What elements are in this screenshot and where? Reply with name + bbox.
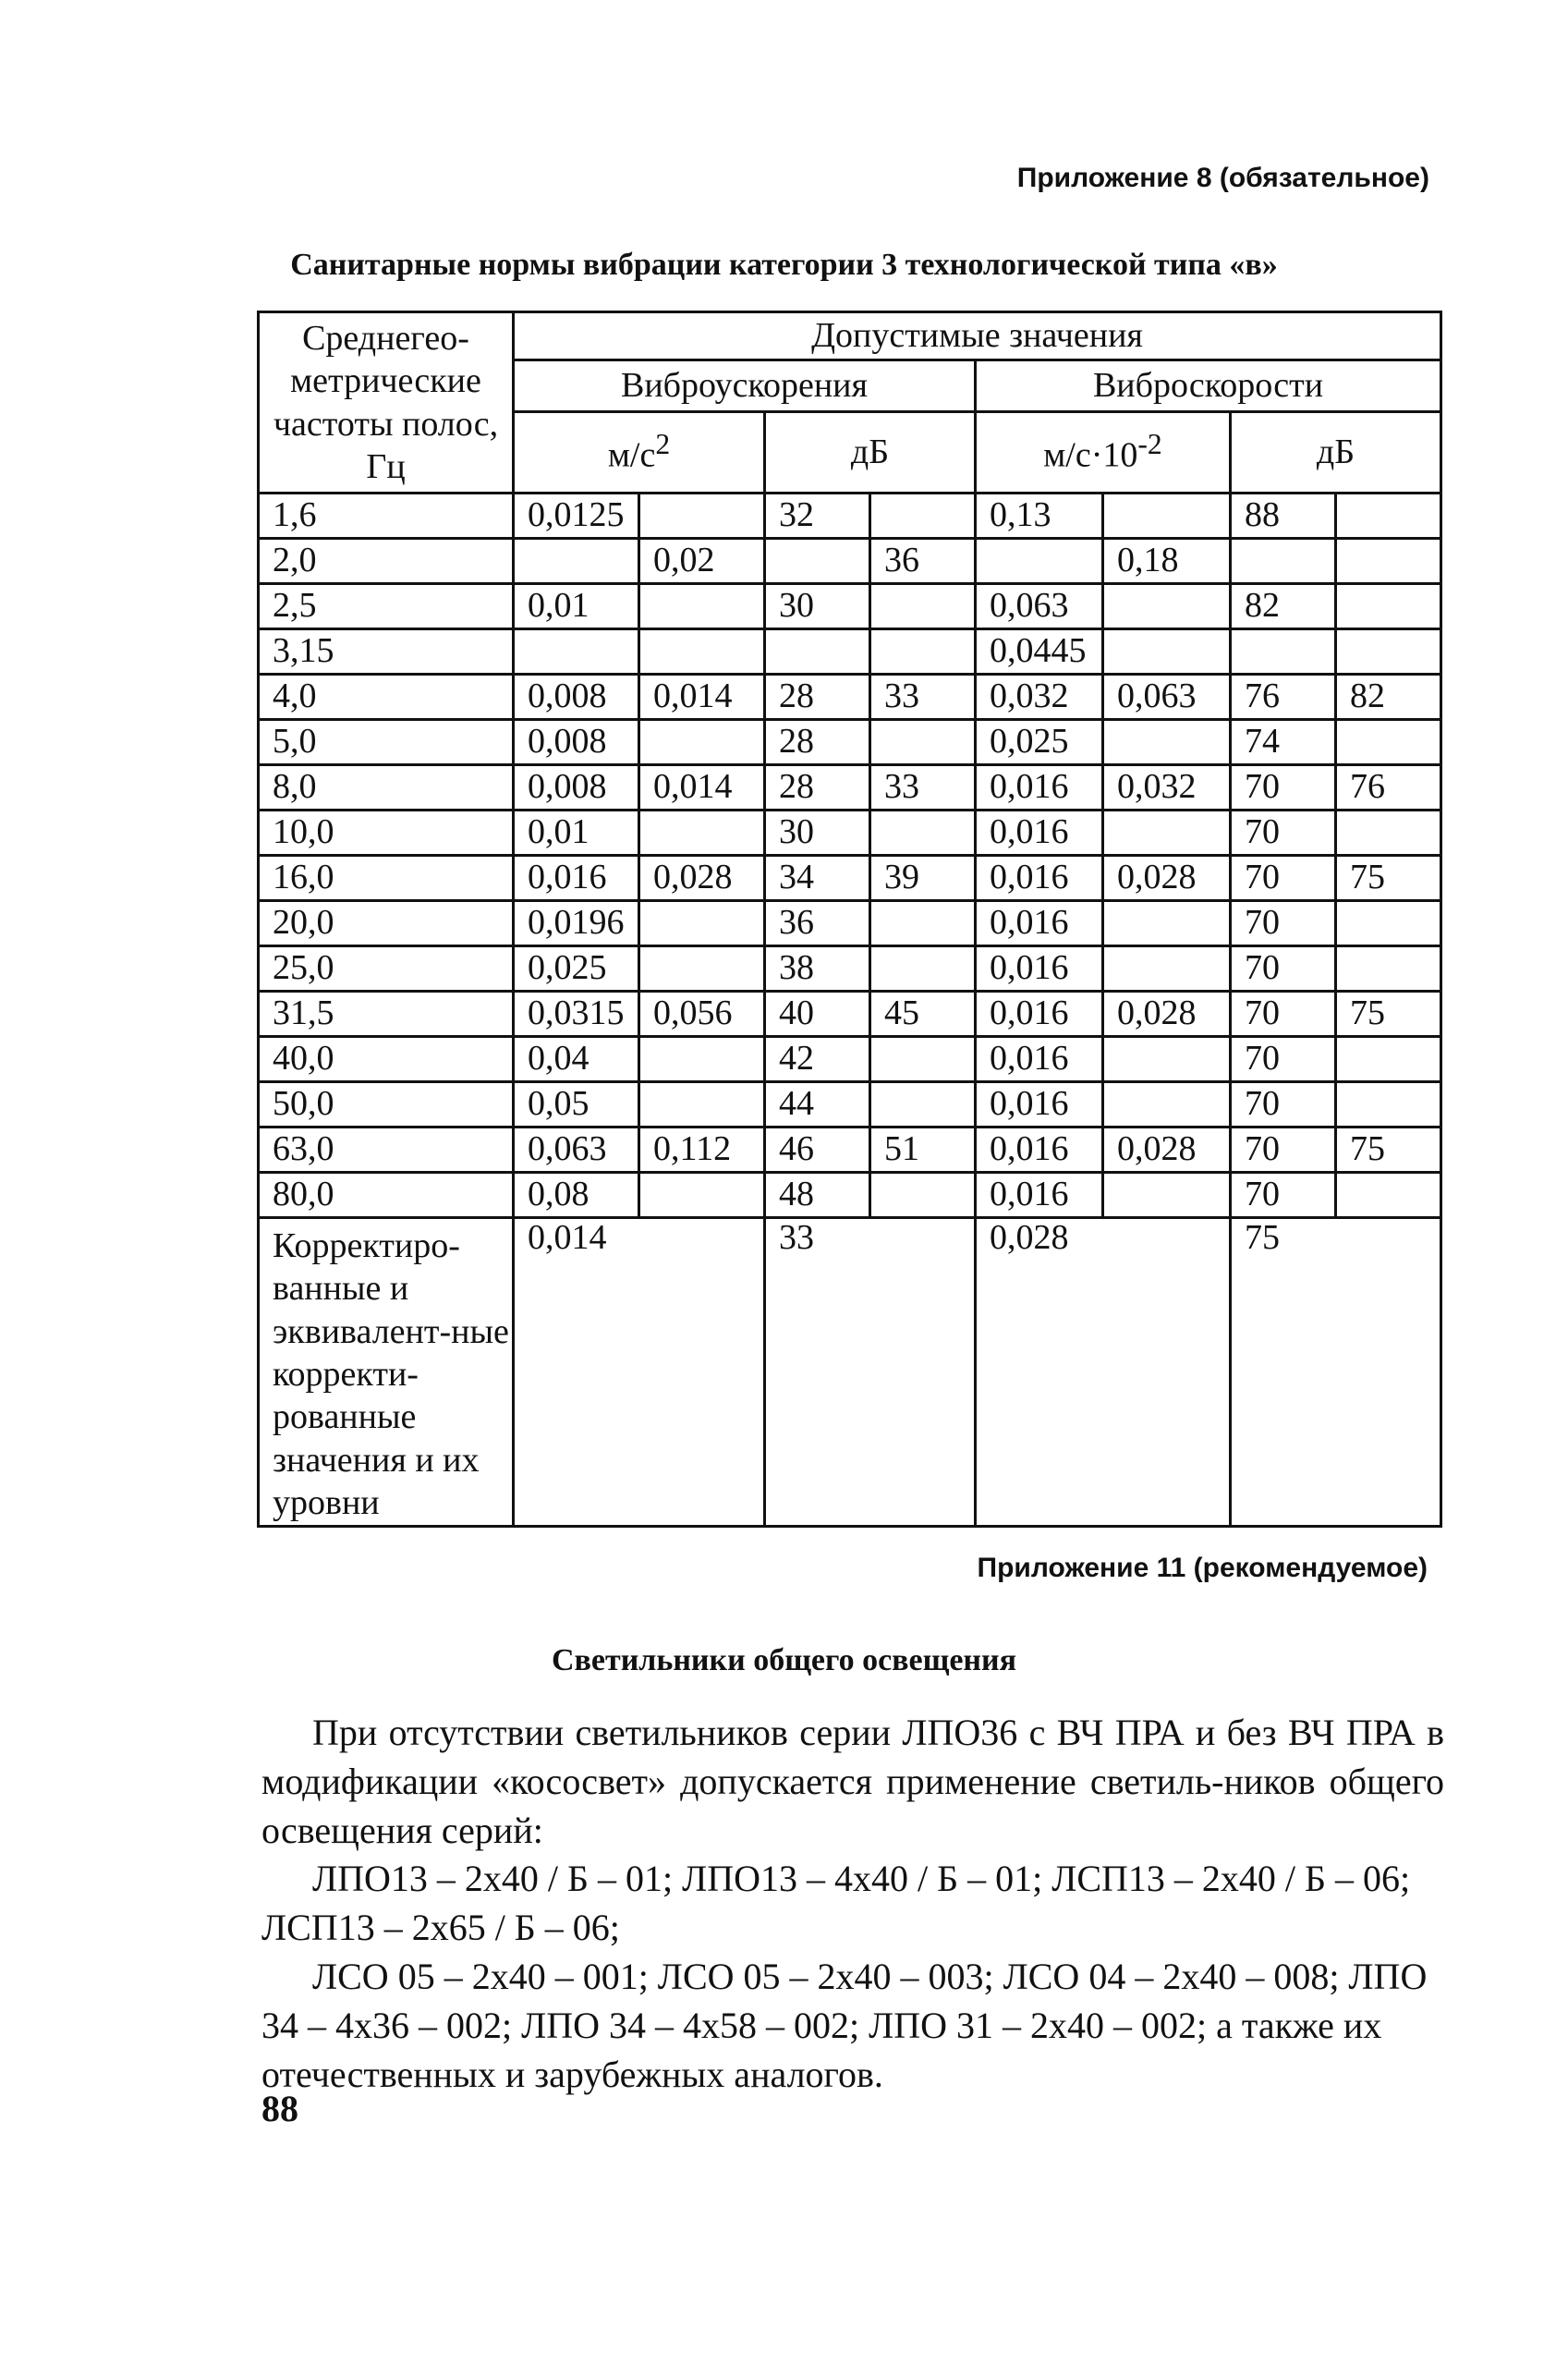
value-cell: [870, 946, 976, 992]
value-cell: [1103, 494, 1231, 539]
value-cell: 39: [870, 856, 976, 901]
value-cell: 70: [1231, 992, 1336, 1037]
corrected-label: Корректиро-ванные и эквивалент-ные корректи-рованные значения и их уровни: [259, 1218, 514, 1527]
value-cell: [1336, 1173, 1441, 1218]
value-cell: [639, 901, 765, 946]
value-cell: 70: [1231, 1128, 1336, 1173]
value-cell: 70: [1231, 765, 1336, 811]
value-cell: [1103, 720, 1231, 765]
value-cell: 0,008: [514, 675, 639, 720]
value-cell: 30: [765, 584, 870, 629]
value-cell: 0,02: [639, 539, 765, 584]
value-cell: 0,0445: [976, 629, 1103, 675]
value-cell: [1231, 539, 1336, 584]
value-cell: [1103, 584, 1231, 629]
value-cell: [1336, 811, 1441, 856]
value-cell: 0,0315: [514, 992, 639, 1037]
table-row: [259, 1082, 1441, 1128]
frequency-cell: 1,6: [259, 494, 514, 539]
frequency-cell: 3,15: [259, 629, 514, 675]
frequency-cell: 25,0: [259, 946, 514, 992]
value-cell: 0,028: [1103, 1128, 1231, 1173]
table-row: [259, 765, 1441, 811]
value-cell: [1103, 1173, 1231, 1218]
frequency-cell: 40,0: [259, 1037, 514, 1082]
value-cell: [639, 1037, 765, 1082]
value-cell: [765, 629, 870, 675]
table-row: [259, 584, 1441, 629]
header-unit-vel: [976, 412, 1231, 494]
value-cell: [870, 494, 976, 539]
vibration-norms-table: [257, 311, 1442, 1528]
value-cell: 75: [1336, 992, 1441, 1037]
value-cell: [870, 1082, 976, 1128]
frequency-cell: 2,0: [259, 539, 514, 584]
value-cell: 0,04: [514, 1037, 639, 1082]
frequency-cell: 80,0: [259, 1173, 514, 1218]
value-cell: [1336, 539, 1441, 584]
table-row: [259, 539, 1441, 584]
value-cell: 33: [870, 675, 976, 720]
table-row: [259, 494, 1441, 539]
value-cell: 34: [765, 856, 870, 901]
table-row: [259, 675, 1441, 720]
value-cell: 0,008: [514, 765, 639, 811]
value-cell: 0,028: [1103, 992, 1231, 1037]
frequency-cell: 5,0: [259, 720, 514, 765]
value-cell: 0,05: [514, 1082, 639, 1128]
value-cell: [1336, 720, 1441, 765]
value-cell: [1336, 494, 1441, 539]
value-cell: [639, 811, 765, 856]
frequency-cell: 20,0: [259, 901, 514, 946]
value-cell: 0,028: [639, 856, 765, 901]
table-row: [259, 901, 1441, 946]
header-allowed-values: Допустимые значения: [514, 312, 1441, 360]
value-cell: 0,016: [976, 856, 1103, 901]
value-cell: [639, 946, 765, 992]
frequency-cell: 4,0: [259, 675, 514, 720]
value-cell: [1103, 811, 1231, 856]
value-cell: [514, 629, 639, 675]
corrected-vel: 0,028: [976, 1218, 1231, 1527]
value-cell: 75: [1336, 1128, 1441, 1173]
value-cell: 82: [1336, 675, 1441, 720]
paragraph-1: При отсутствии светильников серии ЛПО36 с ВЧ ПРА и без ВЧ ПРА в модификации «кососвет» допускается применение светиль-ников общего освещения серий:: [261, 1712, 1444, 1851]
frequency-cell: 8,0: [259, 765, 514, 811]
value-cell: 32: [765, 494, 870, 539]
value-cell: 70: [1231, 856, 1336, 901]
value-cell: 0,016: [976, 1128, 1103, 1173]
value-cell: 0,016: [976, 1173, 1103, 1218]
table-row: [259, 1173, 1441, 1218]
value-cell: 70: [1231, 901, 1336, 946]
value-cell: [870, 720, 976, 765]
table-row: [259, 856, 1441, 901]
value-cell: 0,032: [976, 675, 1103, 720]
value-cell: 0,016: [976, 1082, 1103, 1128]
corrected-acc: 0,014: [514, 1218, 765, 1527]
value-cell: 48: [765, 1173, 870, 1218]
value-cell: 82: [1231, 584, 1336, 629]
appendix-11-heading: Приложение 11 (рекомендуемое): [977, 1553, 1428, 1583]
value-cell: 0,016: [514, 856, 639, 901]
value-cell: [639, 720, 765, 765]
value-cell: 40: [765, 992, 870, 1037]
corrected-vel-db: 75: [1231, 1218, 1441, 1527]
table-row: [259, 1037, 1441, 1082]
value-cell: 0,016: [976, 901, 1103, 946]
value-cell: 0,063: [976, 584, 1103, 629]
luminaires-paragraph-intro: [261, 1708, 1444, 1855]
value-cell: [870, 629, 976, 675]
table-row: [259, 629, 1441, 675]
unit-acc-sup: 2: [655, 428, 671, 461]
value-cell: 51: [870, 1128, 976, 1173]
value-cell: [1336, 946, 1441, 992]
value-cell: 28: [765, 720, 870, 765]
value-cell: 0,01: [514, 811, 639, 856]
table-row: [259, 946, 1441, 992]
value-cell: [639, 494, 765, 539]
table-row: [259, 811, 1441, 856]
value-cell: [1103, 946, 1231, 992]
unit-acc-text: м/с: [607, 435, 656, 475]
value-cell: 70: [1231, 1082, 1336, 1128]
frequency-cell: 2,5: [259, 584, 514, 629]
paragraph-3: ЛСО 05 – 2х40 – 001; ЛСО 05 – 2х40 – 003; ЛСО 04 – 2х40 – 008; ЛПО 34 – 4х36 – 002; ЛПО 34 – 4х58 – 002; ЛПО 31 – 2х40 – 002; а также их отечественных и зарубежных аналогов.: [261, 1956, 1428, 2095]
header-frequency: Среднегео-метрические частоты полос, Гц: [259, 312, 514, 494]
value-cell: 45: [870, 992, 976, 1037]
value-cell: [1336, 1082, 1441, 1128]
value-cell: [1336, 1037, 1441, 1082]
value-cell: [639, 1173, 765, 1218]
value-cell: 36: [870, 539, 976, 584]
value-cell: 0,028: [1103, 856, 1231, 901]
vibration-table-title: Санитарные нормы вибрации категории 3 технологической типа «в»: [290, 248, 1278, 282]
header-unit-vel-db: дБ: [1231, 412, 1441, 494]
luminaires-title: Светильники общего освещения: [551, 1643, 1016, 1677]
table-body: [259, 494, 1441, 1218]
value-cell: 70: [1231, 1173, 1336, 1218]
header-velocity: Виброскорости: [976, 360, 1441, 412]
value-cell: 0,016: [976, 811, 1103, 856]
table-row: [259, 992, 1441, 1037]
value-cell: 88: [1231, 494, 1336, 539]
header-acceleration: Виброускорения: [514, 360, 976, 412]
value-cell: 0,112: [639, 1128, 765, 1173]
frequency-cell: 63,0: [259, 1128, 514, 1173]
value-cell: 0,016: [976, 946, 1103, 992]
header-unit-acc-db: дБ: [765, 412, 976, 494]
value-cell: [514, 539, 639, 584]
value-cell: [870, 584, 976, 629]
value-cell: 0,08: [514, 1173, 639, 1218]
value-cell: 0,063: [514, 1128, 639, 1173]
value-cell: 0,014: [639, 675, 765, 720]
value-cell: 70: [1231, 1037, 1336, 1082]
value-cell: [1336, 901, 1441, 946]
value-cell: 0,0125: [514, 494, 639, 539]
corrected-row: [259, 1218, 1441, 1527]
value-cell: 0,025: [514, 946, 639, 992]
frequency-cell: 31,5: [259, 992, 514, 1037]
value-cell: 76: [1231, 675, 1336, 720]
value-cell: 28: [765, 765, 870, 811]
header-unit-acc: [514, 412, 765, 494]
value-cell: 74: [1231, 720, 1336, 765]
value-cell: [870, 1037, 976, 1082]
value-cell: [1103, 901, 1231, 946]
value-cell: [1336, 629, 1441, 675]
value-cell: [870, 811, 976, 856]
luminaires-series-list: [261, 1854, 1444, 2099]
value-cell: 30: [765, 811, 870, 856]
value-cell: 0,016: [976, 992, 1103, 1037]
page-number: 88: [261, 2088, 298, 2129]
value-cell: 42: [765, 1037, 870, 1082]
value-cell: 36: [765, 901, 870, 946]
value-cell: 0,025: [976, 720, 1103, 765]
value-cell: 38: [765, 946, 870, 992]
value-cell: [976, 539, 1103, 584]
value-cell: [639, 584, 765, 629]
value-cell: 0,014: [639, 765, 765, 811]
value-cell: [1103, 1082, 1231, 1128]
value-cell: [765, 539, 870, 584]
value-cell: [1103, 629, 1231, 675]
value-cell: [1103, 1037, 1231, 1082]
value-cell: 0,13: [976, 494, 1103, 539]
value-cell: [870, 901, 976, 946]
unit-vel-text: м/с·10: [1043, 435, 1138, 475]
value-cell: 76: [1336, 765, 1441, 811]
frequency-cell: 50,0: [259, 1082, 514, 1128]
paragraph-2: ЛПО13 – 2х40 / Б – 01; ЛПО13 – 4х40 / Б – 01; ЛСП13 – 2х40 / Б – 06; ЛСП13 – 2х65 / Б – 06;: [261, 1858, 1411, 1948]
value-cell: 0,016: [976, 765, 1103, 811]
value-cell: 0,008: [514, 720, 639, 765]
value-cell: 0,18: [1103, 539, 1231, 584]
value-cell: [639, 1082, 765, 1128]
value-cell: 0,016: [976, 1037, 1103, 1082]
value-cell: [1231, 629, 1336, 675]
value-cell: 70: [1231, 811, 1336, 856]
corrected-acc-db: 33: [765, 1218, 976, 1527]
frequency-cell: 16,0: [259, 856, 514, 901]
value-cell: 75: [1336, 856, 1441, 901]
value-cell: 0,063: [1103, 675, 1231, 720]
value-cell: 70: [1231, 946, 1336, 992]
value-cell: 0,0196: [514, 901, 639, 946]
value-cell: 46: [765, 1128, 870, 1173]
value-cell: 28: [765, 675, 870, 720]
unit-vel-sup: -2: [1137, 428, 1162, 461]
frequency-cell: 10,0: [259, 811, 514, 856]
value-cell: [1336, 584, 1441, 629]
value-cell: [639, 629, 765, 675]
value-cell: 44: [765, 1082, 870, 1128]
appendix-8-heading: Приложение 8 (обязательное): [1016, 163, 1429, 193]
value-cell: 0,056: [639, 992, 765, 1037]
value-cell: 33: [870, 765, 976, 811]
value-cell: 0,01: [514, 584, 639, 629]
table-row: [259, 1128, 1441, 1173]
value-cell: [870, 1173, 976, 1218]
table-row: [259, 720, 1441, 765]
value-cell: 0,032: [1103, 765, 1231, 811]
